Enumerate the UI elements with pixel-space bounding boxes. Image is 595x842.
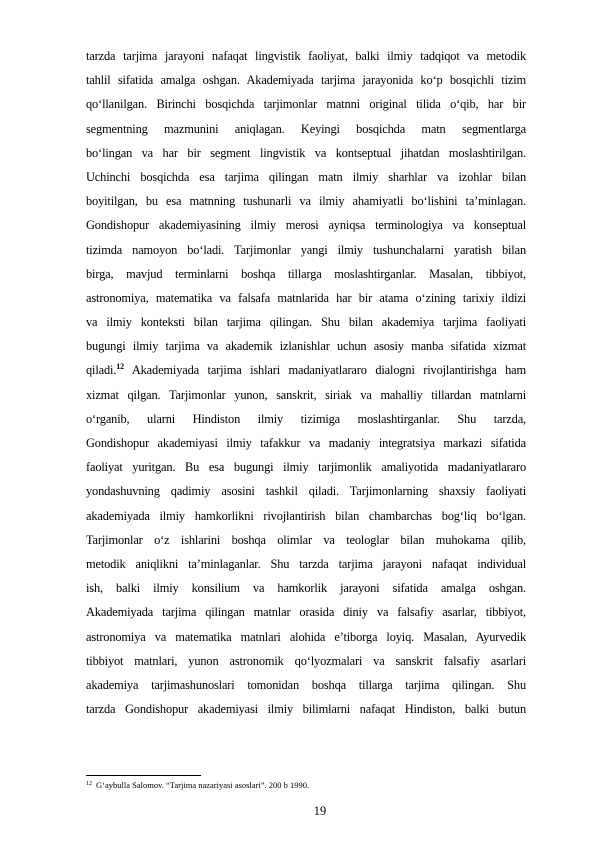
text-line: yondashuvning qadimiy asosini tashkil qiladi. Tarjimonlarning shaxsiy faoliyati bbox=[86, 484, 526, 499]
text-line: astronomiya, matematika va falsafa matnlarida har bir atama o‘zining tarixiy ildizi bbox=[86, 290, 526, 305]
text-line: Akademiyada tarjima qilingan matnlar orasida diniy va falsafiy asarlar, tibbiyot, bbox=[86, 605, 526, 620]
footnote-divider bbox=[86, 775, 201, 776]
footnote-number: 12 bbox=[86, 781, 92, 787]
text-line: faoliyat yuritgan. Bu esa bugungi ilmiy tarjimonlik amaliyotida madaniyatlararo bbox=[86, 460, 526, 475]
text-line: akademiyada ilmiy hamkorlikni rivojlantirish bilan chambarchas bog‘liq bo‘lgan. bbox=[86, 508, 526, 523]
footnote-text: G‘aybulla Salomov. “Tarjima nazariyasi asoslari”. 200 b 1990. bbox=[96, 780, 310, 790]
text-line: Gondishopur akademiyasi ilmiy tafakkur va madaniy integratsiya markazi sifatida bbox=[86, 436, 526, 450]
text-line-with-footnote-ref bbox=[86, 358, 526, 382]
text-line: birga, mavjud terminlarni boshqa tillarga moslashtirganlar. Masalan, tibbiyot, bbox=[86, 266, 526, 281]
inline-prefix: qiladi. bbox=[86, 363, 117, 378]
text-line: ish, balki ilmiy konsilium va hamkorlik jarayoni sifatida amalga oshgan. bbox=[86, 581, 526, 596]
footnote-ref[interactable]: 12 bbox=[116, 362, 124, 372]
text-line: akademiya tarjimashunoslari tomonidan boshqa tillarga tarjima qilingan. Shu bbox=[86, 677, 526, 692]
text-line: o‘rganib, ularni Hindiston ilmiy tizimiga moslashtirganlar. Shu tarzda, bbox=[86, 411, 526, 426]
inline-rest: Akademiyada tarjima ishlari madaniyatlararo dialogni rivojlantirishga ham bbox=[131, 363, 526, 378]
text-line: tibbiyot matnlari, yunon astronomik qo‘lyozmalari va sanskrit falsafiy asarlari bbox=[86, 653, 526, 668]
text-line: bugungi ilmiy tarjima va akademik izlanishlar uchun asosiy manba sifatida xizmat bbox=[86, 339, 526, 354]
text-line: segmentning mazmunini aniqlagan. Keyingi bosqichda matn segmentlarga bbox=[86, 121, 526, 136]
text-line: tizimda namoyon bo‘ladi. Tarjimonlar yangi ilmiy tushunchalarni yaratish bilan bbox=[86, 242, 526, 257]
body-text bbox=[86, 44, 526, 721]
text-line: Tarjimonlar o‘z ishlarini boshqa olimlar va teologlar bilan muhokama qilib, bbox=[86, 532, 526, 547]
footnote bbox=[86, 780, 309, 790]
text-line: tarzda Gondishopur akademiyasi ilmiy bilimlarni nafaqat Hindiston, balki butun bbox=[86, 702, 526, 717]
text-line: bo‘lingan va har bir segment lingvistik va kontseptual jihatdan moslashtirilgan. bbox=[86, 145, 526, 160]
text-line: boyitilgan, bu esa matnning tushunarli va ilmiy ahamiyatli bo‘lishini ta’minlagan. bbox=[86, 194, 526, 209]
text-line: Gondishopur akademiyasining ilmiy merosi ayniqsa terminologiya va konseptual bbox=[86, 218, 526, 233]
page-number: 19 bbox=[313, 804, 327, 818]
text-line: tahlil sifatida amalga oshgan. Akademiyada tarjima jarayonida ko‘p bosqichli tizim bbox=[86, 73, 526, 88]
text-line: tarzda tarjima jarayoni nafaqat lingvistik faoliyat, balki ilmiy tadqiqot va metodik bbox=[86, 49, 526, 63]
text-line: qo‘llanilgan. Birinchi bosqichda tarjimonlar matnni original tilida o‘qib, har bir bbox=[86, 97, 526, 112]
text-line: Uchinchi bosqichda esa tarjima qilingan matn ilmiy sharhlar va izohlar bilan bbox=[86, 169, 526, 184]
text-line: metodik aniqlikni ta’minlaganlar. Shu tarzda tarjima jarayoni nafaqat individual bbox=[86, 556, 526, 571]
text-line: astronomiya va matematika matnlari alohida e’tiborga loyiq. Masalan, Ayurvedik bbox=[86, 629, 526, 644]
text-line: va ilmiy konteksti bilan tarjima qilingan. Shu bilan akademiya tarjima faoliyati bbox=[86, 315, 526, 330]
text-line: xizmat qilgan. Tarjimonlar yunon, sanskrit, siriak va mahalliy tillardan matnlarni bbox=[86, 387, 526, 402]
